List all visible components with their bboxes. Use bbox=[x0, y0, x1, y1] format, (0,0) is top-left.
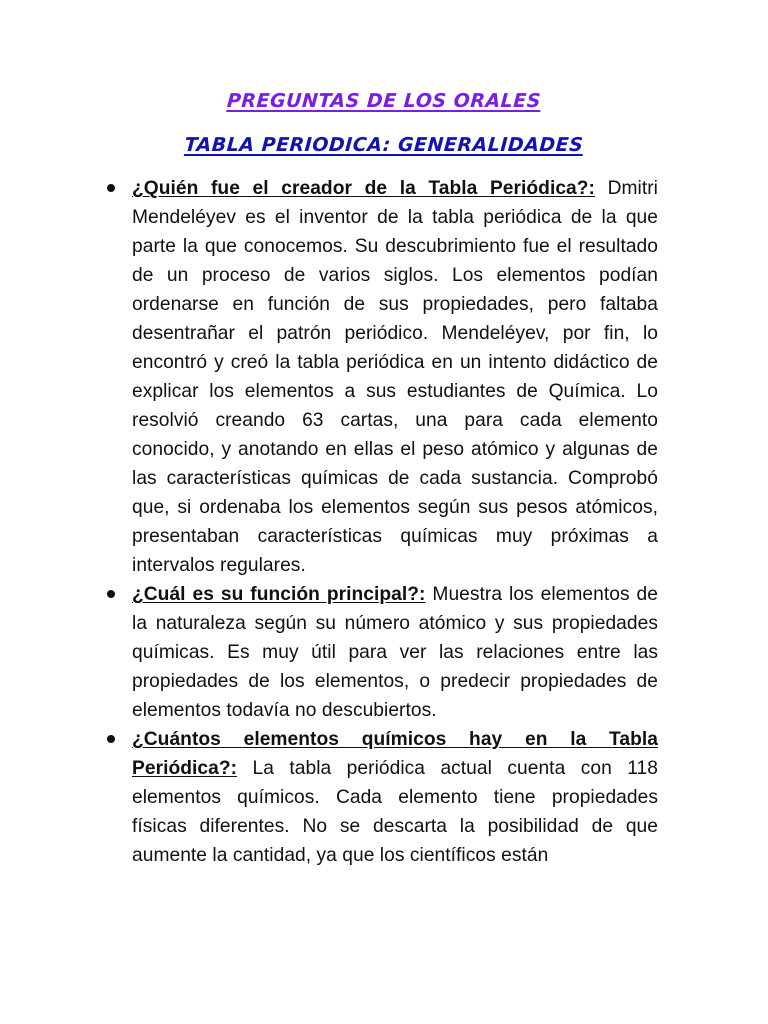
answer-text: Dmitri Mendeléyev es el inventor de la tabla periódica de la que parte la que conocemos. Su descubrimiento fue el resultado de un proceso de varios siglos. Los elementos podían ordenarse en función de sus propiedades, pero faltaba desentrañar el patrón periódico. Mendeléyev, por fin, lo encontró y creó la tabla periódica en un intento didáctico de explicar los elementos a sus estudiantes de Química. Lo resolvió creando 63 cartas, una para cada elemento conocido, y anotando en ellas el peso atómico y algunas de las características químicas de cada sustancia. Comprobó que, si ordenaba los elementos según sus pesos atómicos, presentaban características químicas muy próximas a intervalos regulares. bbox=[132, 178, 658, 576]
question-list bbox=[132, 174, 658, 870]
bullet-icon bbox=[107, 184, 115, 192]
question-text: ¿Quién fue el creador de la Tabla Periódica?: bbox=[132, 178, 595, 199]
document-title: PREGUNTAS DE LOS ORALES bbox=[226, 90, 542, 112]
bullet-icon bbox=[107, 735, 115, 743]
list-item bbox=[132, 725, 658, 870]
bullet-icon bbox=[107, 590, 115, 598]
list-item bbox=[132, 580, 658, 725]
question-text: ¿Cuántos elementos químicos hay en la Tabla Periódica?: bbox=[132, 729, 658, 779]
list-item bbox=[132, 174, 658, 580]
question-text: ¿Cuál es su función principal?: bbox=[132, 584, 426, 605]
document-subtitle: TABLA PERIODICA: GENERALIDADES bbox=[183, 134, 585, 156]
answer-text: Muestra los elementos de la naturaleza según su número atómico y sus propiedades químicas. Es muy útil para ver las relaciones entre las propiedades de los elementos, o predecir propiedades de elementos todavía no descubiertos. bbox=[132, 584, 658, 721]
answer-text: La tabla periódica actual cuenta con 118 elementos químicos. Cada elemento tiene propiedades físicas diferentes. No se descarta la posibilidad de que aumente la cantidad, ya que los científicos están bbox=[132, 758, 658, 866]
